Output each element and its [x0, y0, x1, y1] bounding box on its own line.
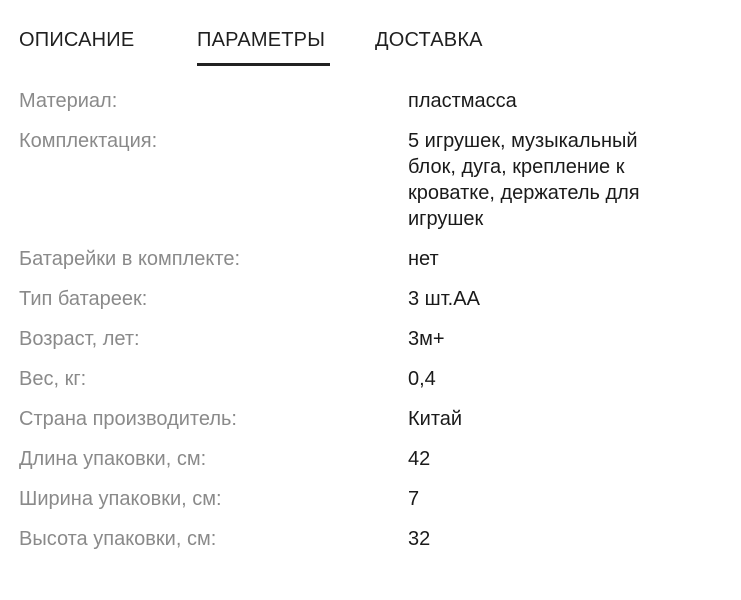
param-label: Ширина упаковки, см: [19, 488, 222, 510]
param-row-batteries-included [0, 246, 741, 286]
param-value: пластмасса [408, 90, 517, 112]
param-row-battery-type [0, 286, 741, 326]
tab-parameters[interactable]: ПАРАМЕТРЫ [197, 29, 326, 51]
param-row-kit [0, 128, 741, 246]
param-value: 7 [408, 488, 420, 510]
param-row-material [0, 88, 741, 128]
tab-delivery[interactable]: ДОСТАВКА [375, 29, 483, 51]
param-row-package-length [0, 446, 741, 486]
param-label: Страна производитель: [19, 408, 237, 430]
param-value: 42 [408, 448, 431, 470]
param-value: 32 [408, 528, 431, 550]
param-label: Тип батареек: [19, 288, 148, 310]
param-label: Возраст, лет: [19, 328, 140, 350]
param-value: 3м+ [408, 328, 445, 350]
param-label: Батарейки в комплекте: [19, 248, 241, 270]
param-row-package-height [0, 526, 741, 566]
param-label: Материал: [19, 90, 118, 112]
tab-description[interactable]: ОПИСАНИЕ [19, 29, 135, 51]
param-label: Высота упаковки, см: [19, 528, 217, 550]
param-label: Вес, кг: [19, 368, 87, 390]
param-value: 0,4 [408, 368, 436, 390]
param-label: Длина упаковки, см: [19, 448, 207, 470]
param-row-package-width [0, 486, 741, 526]
tab-bar [0, 0, 741, 70]
param-value: 3 шт.АА [408, 288, 480, 310]
param-row-age [0, 326, 741, 366]
param-row-weight [0, 366, 741, 406]
param-value: 5 игрушек, музыкальный блок, дуга, крепление к кроватке, держатель для игрушек [408, 130, 640, 230]
param-value: нет [408, 248, 439, 270]
param-value: Китай [408, 408, 463, 430]
parameters-table [0, 88, 741, 566]
active-tab-indicator [197, 63, 330, 66]
param-label: Комплектация: [19, 130, 158, 152]
param-row-country [0, 406, 741, 446]
